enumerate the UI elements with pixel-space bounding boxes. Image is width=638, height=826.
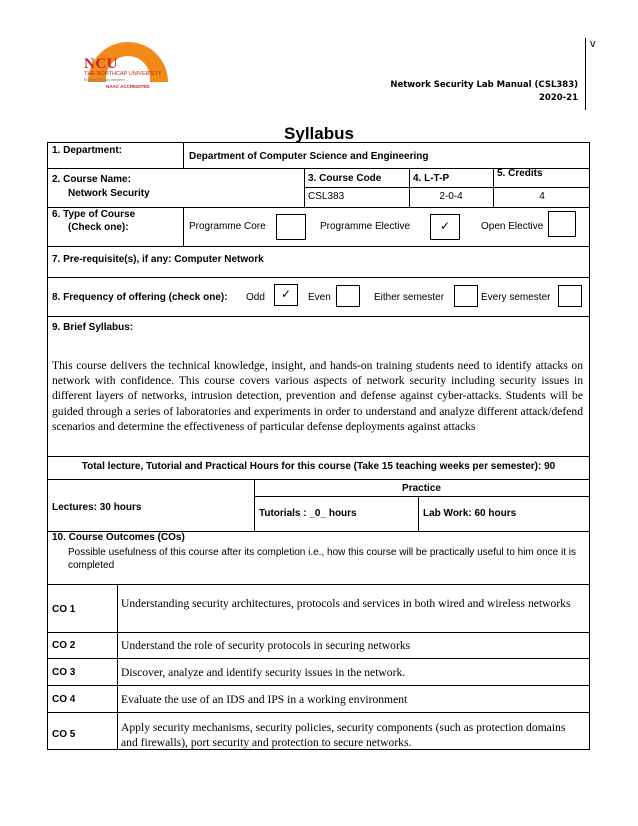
co-row [47,632,590,659]
type-label-1: 6. Type of Course [52,209,136,220]
course-type-row [47,207,590,247]
practice-header: Practice [402,483,441,494]
course-outcomes-label: 10. Course Outcomes (COs) [52,532,185,543]
option-either: Either semester [374,292,445,303]
co-code: CO 4 [52,694,76,705]
manual-title: Network Security Lab Manual (CSL383) [390,80,578,90]
total-hours-text: Total lecture, Tutorial and Practical Hours for this course (Take 15 teaching weeks per semester): 90 [81,461,556,472]
open-elective-checkbox[interactable] [548,211,576,237]
co-text: Understand the role of security protocols in securing networks [121,639,411,652]
ltp-label: 4. L-T-P [413,173,450,184]
frequency-label: 8. Frequency of offering (check one): [52,292,228,303]
option-every: Every semester [481,292,551,303]
course-name-value: Network Security [68,188,150,199]
header-rule [585,38,586,110]
option-programme-core: Programme Core [189,221,266,232]
credits-value: 4 [539,191,545,202]
course-outcomes-desc: Possible usefulness of this course after its completion i.e., how this course will be practically useful to him once it is completed [68,547,577,571]
total-hours-row [47,456,590,480]
co-row [47,712,590,750]
university-logo [82,40,174,92]
frequency-row [47,277,590,317]
page-title: Syllabus [284,124,354,143]
co-row [47,658,590,686]
manual-year: 2020-21 [538,93,578,103]
department-label: 1. Department: [52,145,123,156]
department-row [47,142,590,169]
logo-university: THE NORTHCAP UNIVERSITY [84,71,162,77]
co-text: Evaluate the use of an IDS and IPS in a working environment [121,693,408,706]
co-row [47,685,590,713]
lab-hours: Lab Work: 60 hours [423,508,517,519]
hours-breakdown-row [47,479,590,532]
co-code: CO 1 [52,604,76,615]
course-code-value: CSL383 [308,191,345,202]
option-odd: Odd [246,292,265,303]
co-code: CO 3 [52,667,76,678]
even-checkbox[interactable] [336,285,360,307]
programme-elective-checkbox[interactable]: ✓ [430,214,460,240]
prerequisite-text: 7. Pre-requisite(s), if any: Computer Network [52,254,264,265]
tutorial-hours: Tutorials : _0_ hours [259,508,357,519]
option-open-elective: Open Elective [481,221,544,232]
option-even: Even [308,292,331,303]
department-value: Department of Computer Science and Engineering [189,151,429,162]
co-text: Discover, analyze and identify security issues in the network. [121,666,406,679]
every-checkbox[interactable] [558,285,582,307]
logo-naac: NAAC ACCREDITED [106,84,150,89]
option-programme-elective: Programme Elective [320,221,411,232]
co-code: CO 2 [52,640,76,651]
logo-ncu: NCU [84,56,118,72]
corner-mark: v [590,38,596,50]
course-name-label: 2. Course Name: [52,174,131,185]
programme-core-checkbox[interactable] [276,214,306,240]
type-label-2: (Check one): [68,222,129,233]
course-code-label: 3. Course Code [308,173,382,184]
lectures-hours: Lectures: 30 hours [52,502,142,513]
brief-syllabus-text: This course delivers the technical knowledge, insight, and hands-on training students need to identify attacks on network with confidence. This course covers various aspects of network security including security issues in different layers of networks, intrusion detection, prevention and defense against cyber-attacks. Students will be guided through a series of laboratories and experiments in order to understand and analyze different attack/defend scenarios and determine the effectiveness of particular defense deployments against attacks [52,359,583,433]
prerequisite-row [47,246,590,278]
co-code: CO 5 [52,729,76,740]
credits-label: 5. Credits [497,168,543,179]
course-outcomes-header-row [47,531,590,585]
co-row [47,584,590,633]
brief-syllabus-row [47,316,590,457]
odd-checkbox[interactable]: ✓ [274,284,298,306]
co-text: Understanding security architectures, protocols and services in both wired and wireless networks [121,597,571,610]
course-row [47,168,590,208]
logo-tagline: Bridging the gap between... [84,78,128,82]
either-checkbox[interactable] [454,285,478,307]
brief-syllabus-label: 9. Brief Syllabus: [52,322,134,333]
ltp-value: 2-0-4 [439,191,463,202]
co-text: Apply security mechanisms, security policies, security components (such as protection domains and firewalls), port security and protection to secure networks. [121,721,566,749]
